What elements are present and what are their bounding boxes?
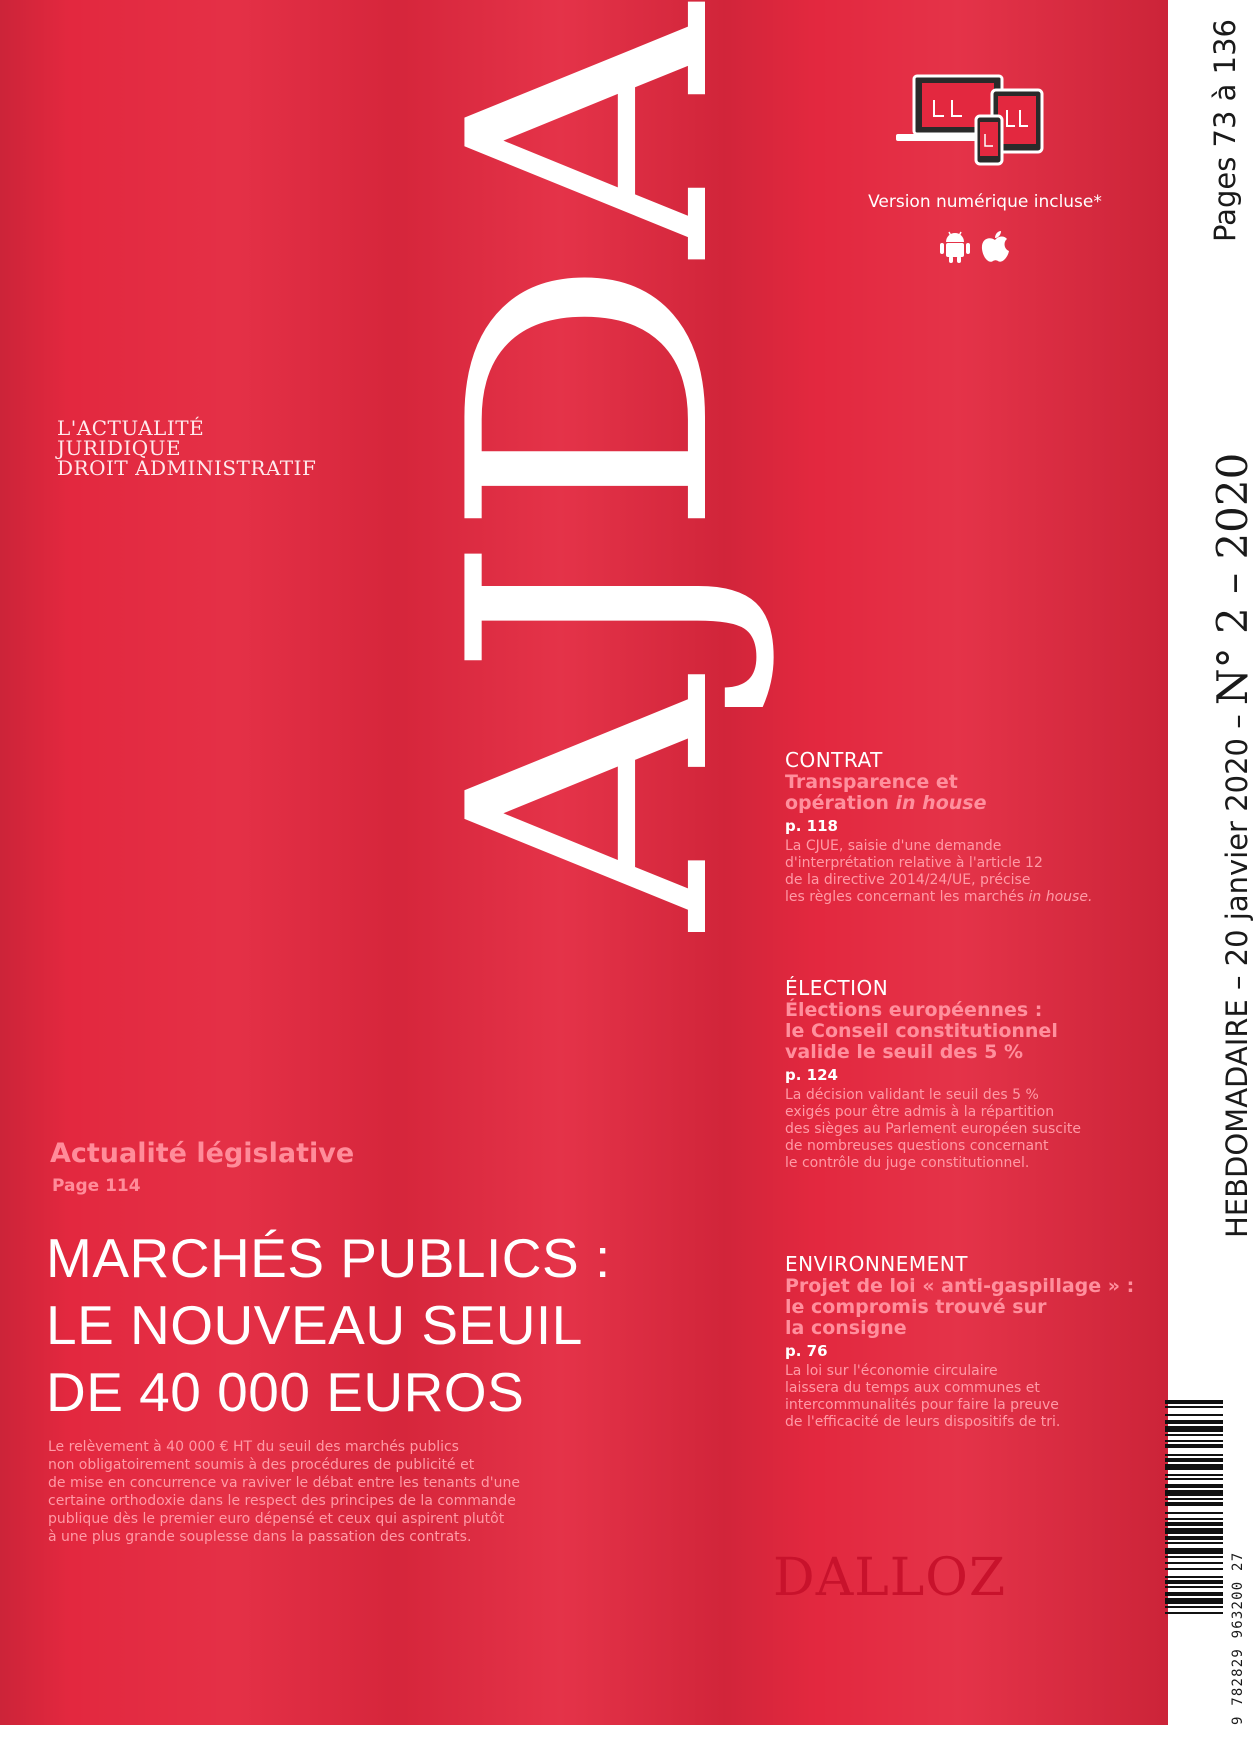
section-description: La loi sur l'économie circulaire laissera du temps aux communes et intercommunalités pour faire la preuve de l'efficacité de leurs dispositifs de tri. [785,1363,1061,1430]
barcode-bar [1165,1580,1223,1584]
apple-icon [980,230,1010,264]
barcode-bar [1165,1490,1223,1496]
section-heading: ÉLECTION [785,976,889,1000]
barcode-bar [1165,1556,1223,1558]
section-page-ref: p. 118 [785,817,838,835]
magazine-tagline [57,418,357,478]
barcode-bar [1165,1502,1223,1506]
barcode-bar [1165,1464,1223,1470]
barcode-bar [1165,1536,1223,1540]
barcode-bar [1165,1562,1223,1564]
feature-page-ref: Page 114 [52,1176,141,1196]
barcode-bar [1165,1598,1223,1604]
barcode-bar [1165,1592,1223,1596]
ajda-logo [330,0,800,945]
barcode-bar [1165,1420,1223,1424]
barcode-bar [1165,1548,1223,1554]
issue-info [1208,453,1257,1238]
barcode-bar [1165,1444,1223,1448]
barcode-number: 9 782829 963200 27 [1230,1551,1246,1725]
issue-frequency-date: HEBDOMADAIRE – 20 janvier 2020 – [1220,705,1254,1238]
tagline-line-1: L'ACTUALITÉ [57,416,205,440]
barcode-bar [1165,1454,1223,1456]
barcode-bar [1165,1400,1223,1404]
barcode-bar [1165,1518,1223,1520]
barcode-bar [1165,1606,1223,1608]
barcode-bar [1165,1568,1223,1570]
feature-lead: Le relèvement à 40 000 € HT du seuil des marchés publics non obligatoirement soumis à des procédures de publicité et de mise en concurrence va raviver le débat entre les tenants d'une certaine orthodoxie dans le respect des principes de la commande publique dès le premier euro dépensé et ceux qui aspirent plutôt à une plus grande souplesse dans la passation des contrats. [48,1439,520,1545]
svg-text:AJDA: AJDA [399,56,783,930]
barcode-bar [1165,1522,1223,1526]
issue-number: N° 2 – 2020 [1208,452,1257,706]
section-title: Élections européennes : le Conseil constitutionnel valide le seuil des 5 % [785,999,1058,1063]
barcode-bar [1165,1484,1223,1488]
os-icons [940,230,1020,272]
section-page-ref: p. 76 [785,1342,828,1360]
barcode-bar [1165,1478,1223,1480]
tagline-line-3: DROIT ADMINISTRATIF [57,456,317,480]
digital-version-label: Version numérique incluse* [868,192,1102,212]
barcode-bar [1165,1542,1223,1544]
barcode-bar [1165,1512,1223,1514]
barcode-bar [1165,1458,1223,1462]
barcode-bar [1165,1612,1223,1614]
section-heading: ENVIRONNEMENT [785,1252,968,1276]
section-title: Projet de loi « anti-gaspillage » : le compromis trouvé sur la consigne [785,1275,1135,1339]
barcode-bar [1165,1498,1223,1500]
page-range: Pages 73 à 136 [1208,19,1242,242]
barcode-bar [1165,1528,1223,1534]
barcode-bar [1165,1474,1223,1476]
barcode-bar [1165,1406,1223,1408]
android-icon [940,230,970,264]
section-title: Transparence et opération in house [785,771,987,814]
section-description: La CJUE, saisie d'une demande d'interprétation relative à l'article 12 de la directive 2014/24/UE, précise les règles concernant les marchés in house. [785,838,1093,905]
barcode-bar [1165,1440,1223,1442]
publisher-logo: DALLOZ [773,1548,1007,1608]
barcode-bar [1165,1426,1223,1432]
barcode-bar [1165,1434,1223,1436]
feature-headline: MARCHÉS PUBLICS : LE NOUVEAU SEUIL DE 40 000 EUROS [46,1227,611,1423]
barcode [1165,1400,1240,1712]
section-description: La décision validant le seuil des 5 % exigés pour être admis à la répartition des sièges au Parlement européen suscite de nombreuses questions concernant le contrôle du juge constitutionnel. [785,1087,1081,1171]
barcode-bar [1165,1414,1223,1416]
tagline-line-2: JURIDIQUE [57,436,182,460]
feature-kicker: Actualité législative [50,1138,355,1169]
section-heading: CONTRAT [785,748,883,772]
laptop-tablet-phone-icon [892,72,1052,172]
barcode-bar [1165,1586,1223,1588]
section-environnement [785,1252,1165,1431]
section-election [785,976,1165,1172]
section-page-ref: p. 124 [785,1066,838,1084]
barcode-bar [1165,1576,1223,1578]
section-contrat [785,748,1165,906]
